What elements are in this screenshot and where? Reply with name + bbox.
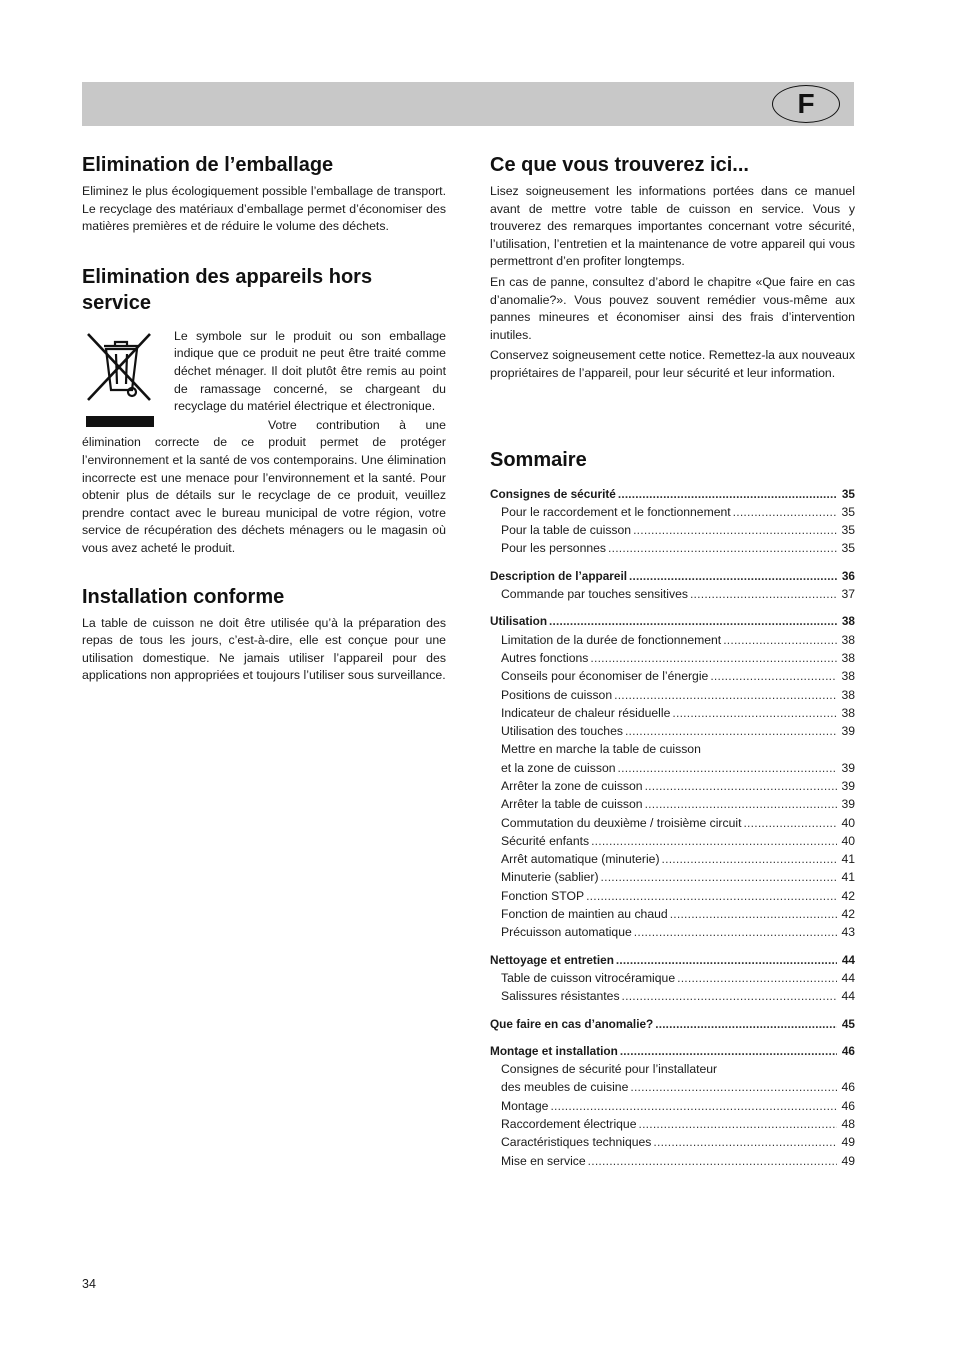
toc-page: 38 (841, 650, 855, 665)
toc-label: Montage (501, 1098, 549, 1113)
toc-label: Pour la table de cuisson (501, 523, 632, 538)
toc-section-heading[interactable] (490, 1042, 855, 1060)
toc-leader (614, 686, 837, 704)
toc-leader (662, 850, 837, 868)
toc-label: Nettoyage et entretien (490, 952, 614, 967)
toc-page: 42 (841, 888, 855, 903)
toc-leader (625, 722, 837, 740)
toc-page: 49 (841, 1135, 855, 1150)
heading-emballage: Elimination de l’emballage (82, 154, 334, 176)
toc-item[interactable] (490, 667, 855, 685)
toc-item[interactable] (490, 759, 855, 777)
toc-section (490, 951, 855, 1006)
toc-leader (690, 585, 837, 603)
toc-page: 35 (841, 504, 855, 519)
toc-label: Arrêt automatique (minuterie) (501, 852, 660, 867)
toc-leader (550, 1097, 837, 1115)
toc-section (490, 485, 855, 558)
toc-page: 39 (841, 760, 855, 775)
toc-item[interactable] (490, 887, 855, 905)
heading-installation: Installation conforme (82, 585, 285, 608)
toc-leader (586, 887, 837, 905)
toc-section (490, 612, 855, 941)
toc-section-heading[interactable] (490, 1015, 855, 1033)
toc-item[interactable] (490, 1133, 855, 1151)
toc-page: 38 (841, 687, 855, 702)
toc-item[interactable] (490, 850, 855, 868)
toc-page: 46 (841, 1098, 855, 1113)
toc-leader (710, 667, 837, 685)
text-installation: La table de cuisson ne doit être utilisée qu’à la préparation des repas de tous les jours, c’est-à-dire, elle est conçue pour une utilisation domestique. Ne jamais utiliser l’appareil pour des applications non appropriées et toujours l’utiliser sous surveillance. (82, 615, 446, 683)
text-intro-2: En cas de panne, consultez d’abord le chapitre «Que faire en cas d’anomalie?». Vous pouvez souvent remédier vous-même aux pannes mineures et économiser ainsi des frais d’intervention inutiles. (490, 274, 855, 342)
toc-label: Sécurité enfants (501, 833, 590, 848)
text-intro-1: Lisez soigneusement les informations portées dans ce manuel avant de mettre votre table de cuisson en service. Vous y trouverez des remarques importantes concernant votre sécurité, l’utilisation, l’entretien et la maintenance de votre appareil qui vous permettront d’en profiter longtemps. (490, 184, 855, 269)
toc-leader (743, 814, 837, 832)
toc-leader (723, 631, 837, 649)
header-bar (82, 82, 854, 126)
toc-leader (645, 777, 837, 795)
text-appareils-1: Le symbole sur le produit ou son emballage indique que ce produit ne peut être traité comme déchet ménager. Il doit plutôt être remis au point de ramassage concerné, se chargeant du recyclage du matériel électrique et électronique. (174, 328, 446, 414)
toc-leader (618, 485, 837, 503)
toc-page: 46 (841, 1043, 855, 1058)
toc-label: Arrêter la zone de cuisson (501, 778, 643, 793)
toc-leader (733, 503, 837, 521)
text-intro-3: Conservez soigneusement cette notice. Remettez-la aux nouveaux propriétaires de l’appareil, pour leur sécurité et leur information. (490, 348, 856, 380)
toc-label: Raccordement électrique (501, 1117, 637, 1132)
toc-leader (622, 987, 837, 1005)
toc-item[interactable] (490, 585, 855, 603)
toc-item[interactable] (490, 704, 855, 722)
toc-page: 38 (841, 632, 855, 647)
toc-page: 38 (841, 705, 855, 720)
toc-item[interactable] (490, 521, 855, 539)
toc-leader (672, 704, 837, 722)
toc-page: 44 (841, 952, 855, 967)
toc-leader (620, 1042, 837, 1060)
toc-item[interactable] (490, 814, 855, 832)
toc-item[interactable] (490, 1152, 855, 1170)
toc-label: Limitation de la durée de fonctionnement (501, 632, 722, 647)
toc-label: Positions de cuisson (501, 687, 613, 702)
toc-page: 37 (841, 587, 855, 602)
toc-page: 35 (841, 486, 855, 501)
toc-leader (601, 868, 837, 886)
toc-page: 44 (841, 989, 855, 1004)
language-badge: F (772, 85, 840, 123)
toc-item[interactable] (490, 503, 855, 521)
toc-label: Précuisson automatique (501, 925, 632, 940)
toc-item[interactable] (490, 868, 855, 886)
toc-label: Fonction de maintien au chaud (501, 907, 668, 922)
heading-sommaire: Sommaire (490, 448, 587, 471)
toc-item[interactable] (490, 631, 855, 649)
right-column (490, 152, 855, 1179)
page-number: 34 (82, 1277, 96, 1291)
toc-page: 42 (841, 907, 855, 922)
toc-label: Indicateur de chaleur résiduelle (501, 705, 671, 720)
toc-label: Pour le raccordement et le fonctionnement (501, 504, 731, 519)
toc-item[interactable] (490, 686, 855, 704)
toc-leader (630, 1078, 837, 1096)
toc-item[interactable] (490, 905, 855, 923)
toc-leader (633, 521, 837, 539)
left-column (82, 152, 446, 685)
toc-page: 40 (841, 815, 855, 830)
toc-item[interactable] (490, 1078, 855, 1096)
text-appareils-2: Votre contribution à une élimination correcte de ce produit permet de protéger l’environnement et la santé de vos contemporains. Une élimination incorrecte est une menace pour l’environnement et la santé. Pour obtenir plus de détails sur le recyclage de ce produit, veuillez prendre contact avec le bureau municipal de votre région, votre service de récupération des déchets ménagers ou le magasin où vous avez acheté le produit. (82, 417, 446, 555)
crossed-bin-icon (82, 330, 160, 432)
toc-leader (634, 923, 837, 941)
toc-page: 39 (841, 724, 855, 739)
toc-section-heading[interactable] (490, 612, 855, 630)
toc-leader (645, 795, 837, 813)
toc-label: Autres fonctions (501, 650, 589, 665)
toc-label: Conseils pour économiser de l’énergie (501, 669, 709, 684)
toc-item[interactable] (490, 777, 855, 795)
toc-item[interactable] (490, 832, 855, 850)
toc-label: Montage et installation (490, 1043, 618, 1058)
toc-item[interactable] (490, 649, 855, 667)
toc-label: Salissures résistantes (501, 989, 620, 1004)
toc-leader (588, 1152, 837, 1170)
toc-item[interactable] (490, 795, 855, 813)
toc-page: 44 (841, 970, 855, 985)
toc-leader (639, 1115, 838, 1133)
toc-label: Consignes de sécurité (490, 486, 616, 501)
toc-section-heading[interactable] (490, 485, 855, 503)
toc-page: 41 (841, 852, 855, 867)
toc-label: Minuterie (sablier) (501, 870, 599, 885)
toc-item[interactable] (490, 1115, 855, 1133)
toc-leader (670, 905, 837, 923)
toc-item[interactable] (490, 722, 855, 740)
toc-page: 43 (841, 925, 855, 940)
toc-label: Fonction STOP (501, 888, 585, 903)
toc-page: 41 (841, 870, 855, 885)
toc-label: Utilisation des touches (501, 724, 623, 739)
toc-page: 36 (841, 568, 855, 583)
toc-page: 46 (841, 1080, 855, 1095)
text-emballage: Eliminez le plus écologiquement possible l’emballage de transport. Le recyclage des matériaux d’emballage permet d’économiser des matières premières et de réduire le volume des déchets. (82, 184, 446, 234)
toc-leader (629, 567, 837, 585)
toc-label: et la zone de cuisson (501, 760, 616, 775)
toc-label: Que faire en cas d’anomalie? (490, 1016, 654, 1031)
toc-label: Arrêter la table de cuisson (501, 797, 643, 812)
toc-leader (655, 1015, 837, 1033)
toc-section (490, 1015, 855, 1033)
toc-item[interactable]: Mettre en marche la table de cuisson (501, 742, 701, 757)
toc-page: 35 (841, 523, 855, 538)
toc-item[interactable] (490, 923, 855, 941)
toc-page: 38 (841, 614, 855, 629)
toc-label: Mise en service (501, 1153, 586, 1168)
toc-page: 39 (841, 797, 855, 812)
heading-intro: Ce que vous trouverez ici... (490, 154, 749, 176)
toc-label: Utilisation (490, 614, 548, 629)
toc-label: Table de cuisson vitrocéramique (501, 970, 676, 985)
toc-leader (591, 832, 837, 850)
toc-section (490, 567, 855, 604)
toc-label: Commutation du deuxième / troisième circuit (501, 815, 742, 830)
toc-label: Pour les personnes (501, 541, 607, 556)
table-of-contents (490, 485, 855, 1170)
toc-leader (653, 1133, 837, 1151)
toc-section-heading[interactable] (490, 951, 855, 969)
toc-item[interactable] (490, 1097, 855, 1115)
toc-item[interactable] (490, 987, 855, 1005)
toc-leader (590, 649, 837, 667)
toc-label: Commande par touches sensitives (501, 587, 688, 602)
toc-label: des meubles de cuisine (501, 1080, 629, 1095)
toc-page: 49 (841, 1153, 855, 1168)
toc-page: 45 (841, 1016, 855, 1031)
toc-section (490, 1042, 855, 1170)
toc-leader (618, 759, 837, 777)
toc-page: 35 (841, 541, 855, 556)
toc-leader (608, 539, 837, 557)
toc-label: Caractéristiques techniques (501, 1135, 652, 1150)
toc-page: 40 (841, 833, 855, 848)
toc-page: 48 (841, 1117, 855, 1132)
toc-label: Description de l’appareil (490, 568, 628, 583)
toc-item[interactable]: Consignes de sécurité pour l’installateur (501, 1062, 718, 1077)
toc-page: 38 (841, 669, 855, 684)
toc-section-heading[interactable] (490, 567, 855, 585)
weee-block (82, 328, 446, 558)
toc-item[interactable] (490, 539, 855, 557)
toc-leader (677, 969, 837, 987)
toc-leader (549, 612, 837, 630)
toc-item[interactable] (490, 969, 855, 987)
toc-leader (616, 951, 837, 969)
heading-appareils: Elimination des appareils hors service (82, 265, 373, 314)
toc-page: 39 (841, 778, 855, 793)
